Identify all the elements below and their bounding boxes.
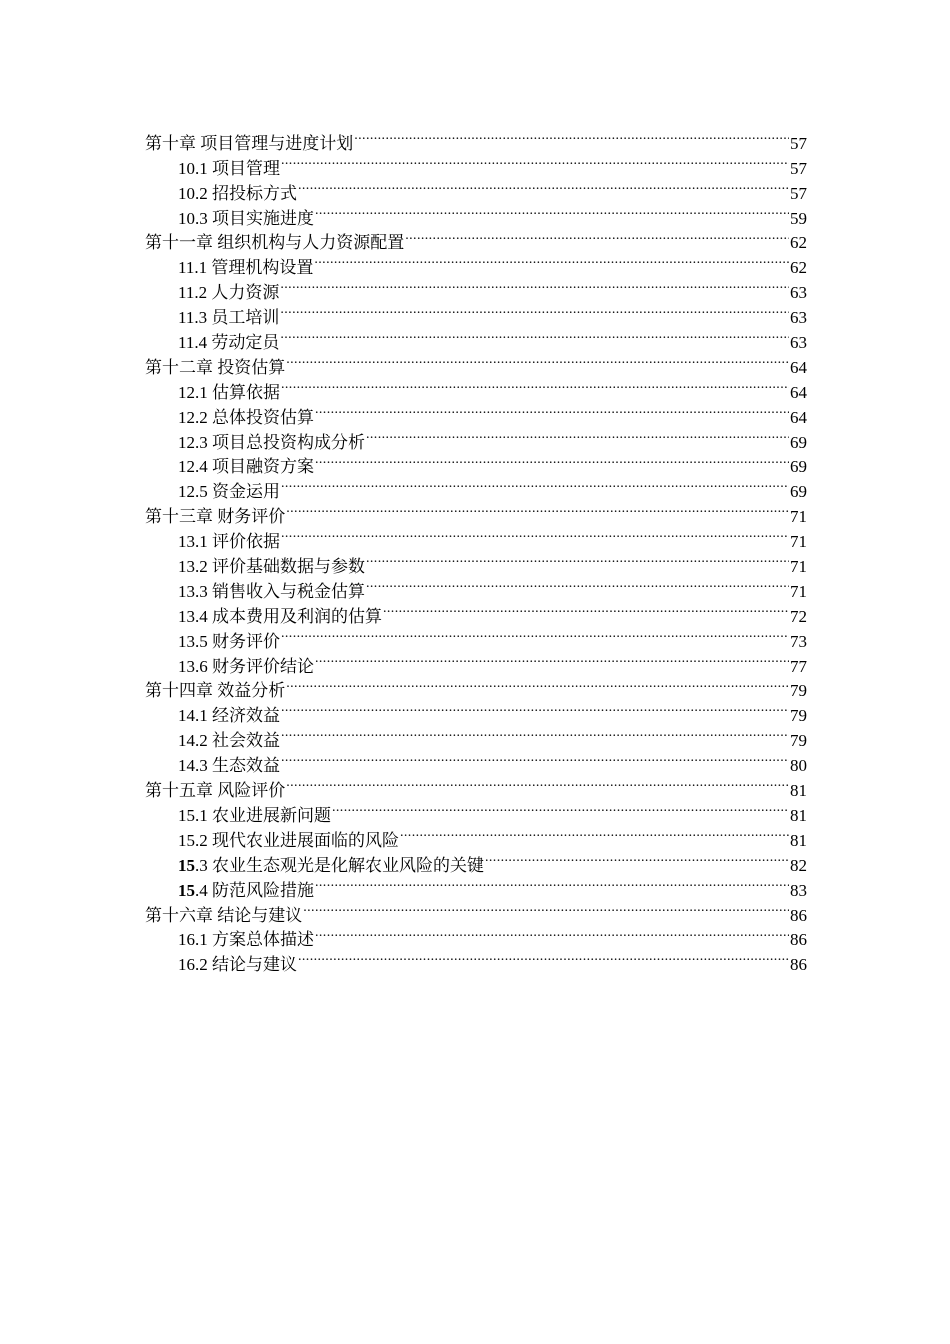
toc-dot-leader <box>399 821 789 846</box>
toc-entry-title: 第十二章 投资估算 <box>145 357 286 377</box>
toc-page-number: 57 <box>790 158 807 178</box>
toc-page-number: 69 <box>790 457 807 477</box>
toc-page-number: 57 <box>790 133 807 153</box>
toc-dot-leader <box>331 796 789 821</box>
toc-entry-title: 15.2 现代农业进展面临的风险 <box>178 830 399 850</box>
toc-page-number: 83 <box>790 880 807 900</box>
toc-page-number: 86 <box>790 930 807 950</box>
toc-page-number: 64 <box>790 357 807 377</box>
toc-entry-title: 第十章 项目管理与进度计划 <box>145 133 354 153</box>
toc-page-number: 62 <box>790 258 807 278</box>
toc-page-number: 64 <box>790 382 807 402</box>
toc-entry-title: 13.1 评价依据 <box>178 532 280 552</box>
toc-dot-leader <box>285 771 789 796</box>
toc-page-number: 71 <box>790 581 807 601</box>
toc-page-number: 86 <box>790 905 807 925</box>
toc-entry-title: 10.2 招投标方式 <box>178 183 297 203</box>
toc-dot-leader <box>404 224 789 249</box>
toc-page-number: 82 <box>790 855 807 875</box>
toc-entry-title: 11.1 管理机构设置 <box>178 258 314 278</box>
toc-entry-title: 12.5 资金运用 <box>178 482 280 502</box>
toc-entry-title: 12.2 总体投资估算 <box>178 407 314 427</box>
toc-dot-leader <box>353 124 789 149</box>
toc-entry-title: 第十六章 结论与建议 <box>145 905 303 925</box>
toc-page-number: 71 <box>790 557 807 577</box>
toc-entry-title: 12.4 项目融资方案 <box>178 457 314 477</box>
toc-entry-title: 11.2 人力资源 <box>178 283 280 303</box>
toc-dot-leader <box>285 672 789 697</box>
toc-dot-leader <box>314 647 789 672</box>
toc-page-number: 63 <box>790 333 807 353</box>
toc-dot-leader <box>382 597 789 622</box>
toc-dot-leader <box>302 896 789 921</box>
toc-page-number: 59 <box>790 208 807 228</box>
toc-entry-title: 13.3 销售收入与税金估算 <box>178 581 365 601</box>
toc-entry-title: 12.1 估算依据 <box>178 382 280 402</box>
toc-dot-leader <box>280 472 789 497</box>
toc-page-number: 79 <box>790 706 807 726</box>
toc-dot-leader <box>280 721 789 746</box>
toc-entry-title: 16.2 结论与建议 <box>178 955 297 975</box>
toc-dot-leader <box>314 199 789 224</box>
toc-page-number: 77 <box>790 656 807 676</box>
toc-page-number: 69 <box>790 432 807 452</box>
toc-page-number: 62 <box>790 233 807 253</box>
toc-page-number: 63 <box>790 283 807 303</box>
toc-dot-leader <box>297 945 789 970</box>
toc-dot-leader <box>280 373 789 398</box>
table-of-contents <box>145 124 807 975</box>
toc-page-number: 72 <box>790 606 807 626</box>
toc-entry-title-bold-prefix: 15 <box>178 855 195 875</box>
toc-dot-leader <box>314 921 789 946</box>
toc-entry-title: 第十五章 风险评价 <box>145 781 286 801</box>
toc-entry-title: 14.3 生态效益 <box>178 756 280 776</box>
toc-entry-title: 14.1 经济效益 <box>178 706 280 726</box>
toc-entry-title: 14.2 社会效益 <box>178 731 280 751</box>
toc-entry-title: 13.6 财务评价结论 <box>178 656 314 676</box>
toc-page-number: 80 <box>790 756 807 776</box>
toc-entry-title: 第十四章 效益分析 <box>145 681 286 701</box>
toc-entry-title: 15.1 农业进展新问题 <box>178 805 331 825</box>
toc-entry-title: 10.3 项目实施进度 <box>178 208 314 228</box>
toc-chapter-entry[interactable] <box>145 124 807 153</box>
toc-dot-leader <box>280 149 789 174</box>
toc-dot-leader <box>280 522 789 547</box>
toc-entry-title: 12.3 项目总投资构成分析 <box>178 432 365 452</box>
toc-page-number: 71 <box>790 507 807 527</box>
toc-entry-title: 10.1 项目管理 <box>178 158 280 178</box>
toc-page-number: 57 <box>790 183 807 203</box>
toc-dot-leader <box>297 174 789 199</box>
toc-page-number: 81 <box>790 830 807 850</box>
toc-page-number: 86 <box>790 955 807 975</box>
toc-page-number: 71 <box>790 532 807 552</box>
toc-entry-title <box>178 879 314 904</box>
toc-entry-title-bold-prefix: 15 <box>178 880 195 900</box>
toc-dot-leader <box>285 348 789 373</box>
toc-dot-leader <box>314 871 789 896</box>
toc-page-number: 81 <box>790 805 807 825</box>
toc-entry-title: 16.1 方案总体描述 <box>178 930 314 950</box>
toc-page-number: 63 <box>790 308 807 328</box>
toc-entry-title-text: .3 农业生态观光是化解农业风险的关键 <box>195 855 484 875</box>
toc-entry-title: 13.4 成本费用及利润的估算 <box>178 606 382 626</box>
toc-entry-title: 11.4 劳动定员 <box>178 333 280 353</box>
toc-dot-leader <box>365 423 789 448</box>
toc-dot-leader <box>285 497 789 522</box>
toc-page-number: 69 <box>790 482 807 502</box>
toc-page-number: 73 <box>790 631 807 651</box>
toc-dot-leader <box>365 547 789 572</box>
toc-dot-leader <box>280 622 789 647</box>
toc-dot-leader <box>279 323 789 348</box>
toc-page-number: 79 <box>790 731 807 751</box>
toc-dot-leader <box>313 248 789 273</box>
toc-dot-leader <box>314 398 789 423</box>
toc-dot-leader <box>484 846 789 871</box>
toc-entry-title: 13.2 评价基础数据与参数 <box>178 557 365 577</box>
toc-entry-title: 第十三章 财务评价 <box>145 507 286 527</box>
toc-entry-title: 11.3 员工培训 <box>178 308 280 328</box>
toc-page-number: 81 <box>790 781 807 801</box>
toc-entry-title: 13.5 财务评价 <box>178 631 280 651</box>
toc-dot-leader <box>279 273 789 298</box>
toc-page-number: 64 <box>790 407 807 427</box>
toc-dot-leader <box>365 572 789 597</box>
toc-dot-leader <box>279 298 789 323</box>
toc-entry-title-text: .4 防范风险措施 <box>195 880 314 900</box>
toc-dot-leader <box>280 746 789 771</box>
toc-page-number: 79 <box>790 681 807 701</box>
toc-dot-leader <box>280 696 789 721</box>
toc-dot-leader <box>314 448 789 473</box>
toc-entry-title: 第十一章 组织机构与人力资源配置 <box>145 233 405 253</box>
